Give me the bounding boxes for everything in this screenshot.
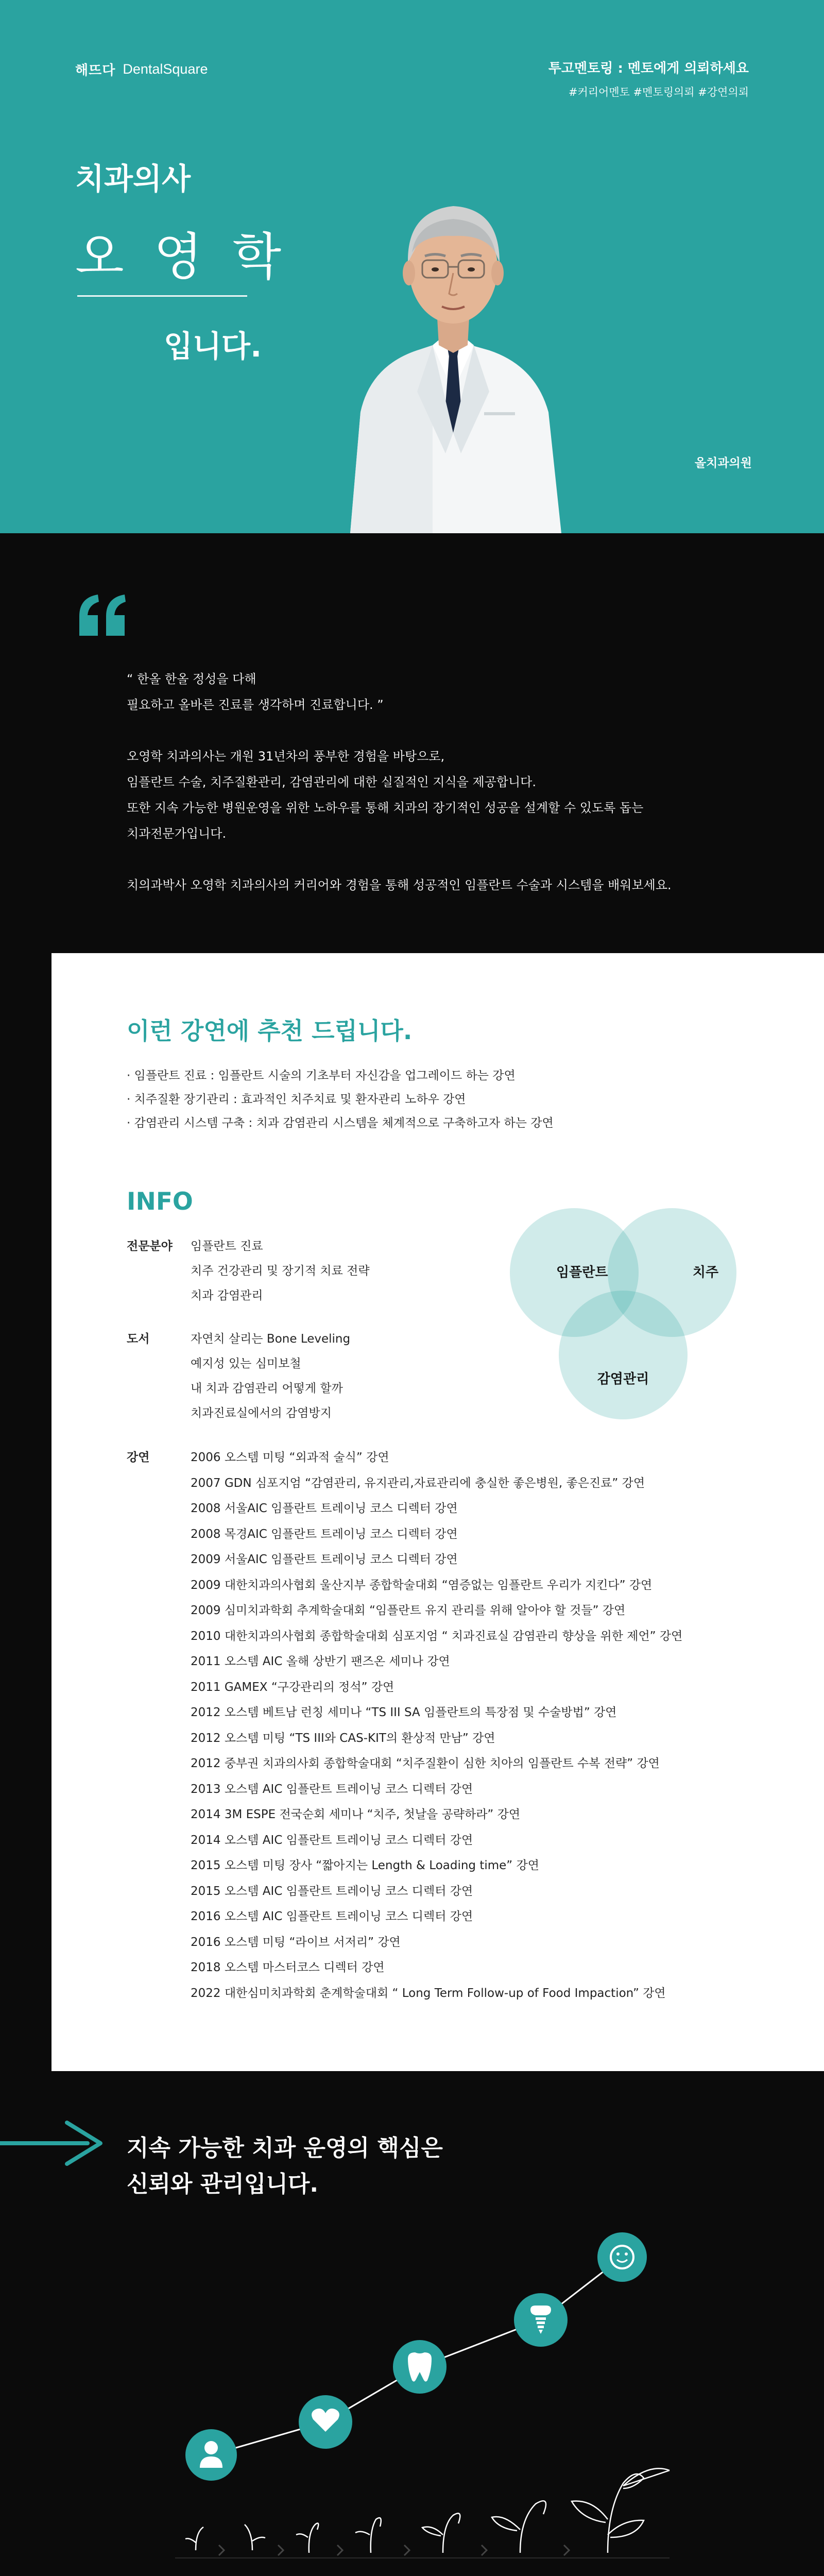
list-item: · 치주질환 장기관리 : 효과적인 치주치료 및 환자관리 노하우 강연 xyxy=(127,1088,554,1111)
venn-diagram xyxy=(500,1200,767,1437)
quote-paragraph: 치의과박사 오영학 치과의사의 커리어와 경험을 통해 성공적인 임플란트 수술과 시스템을 배워보세요. xyxy=(127,878,672,892)
logo-text: DentalSquare xyxy=(123,61,208,77)
list-item: · 감염관리 시스템 구축 : 치과 감염관리 시스템을 체계적으로 구축하고자 하는 강연 xyxy=(127,1111,554,1135)
mentoring-cta-title[interactable]: 투고멘토링 : 멘토에게 의뢰하세요 xyxy=(548,61,749,76)
hero-subtitle: 치과의사 xyxy=(75,161,191,196)
lectures-block xyxy=(127,1445,682,2006)
list-item: 치과진료실에서의 감염방지 xyxy=(191,1406,332,1420)
specialty-block xyxy=(127,1234,370,1308)
quote-icon xyxy=(75,592,132,639)
list-item: 임플란트 진료 xyxy=(191,1240,263,1253)
logo[interactable] xyxy=(75,60,208,79)
quote-paragraph: 오영학 치과의사는 개원 31년차의 풍부한 경험을 바탕으로, 임플란트 수술, 치주질환관리, 감염관리에 대한 실질적인 지식을 제공합니다. 또한 지속 가능한 병원운영을 위한 노하우를 통해 치과의 장기적인 성공을 설계할 수 있도록 돕는 치과전문가입니다. xyxy=(127,749,644,841)
list-item: 2012 오스템 베트남 런칭 세미나 “TS III SA 임플란트의 특장점 및 수술방법” 강연 xyxy=(191,1706,617,1719)
arrow-icon xyxy=(0,2123,100,2164)
list-item: 2008 목경AIC 임플란트 트레이닝 코스 디렉터 강연 xyxy=(191,1527,458,1541)
info-title: INFO xyxy=(127,1188,193,1216)
list-item: 2015 오스템 AIC 임플란트 트레이닝 코스 디렉터 강연 xyxy=(191,1884,473,1898)
recommend-title: 이런 강연에 추천 드립니다. xyxy=(127,1017,413,1045)
list-item: 예지성 있는 심미보철 xyxy=(191,1357,301,1370)
list-item: 2009 서울AIC 임플란트 트레이닝 코스 디렉터 강연 xyxy=(191,1553,458,1566)
list-item: 내 치과 감염관리 어떻게 할까 xyxy=(191,1382,343,1395)
list-item: 2013 오스템 AIC 임플란트 트레이닝 코스 디렉터 강연 xyxy=(191,1782,473,1796)
books-block xyxy=(127,1327,350,1426)
list-item: 2016 오스템 미팅 “라이브 서저리” 강연 xyxy=(191,1935,401,1949)
list-item: 2011 오스템 AIC 올해 상반기 팬즈온 세미나 강연 xyxy=(191,1655,450,1668)
venn-label-infection: 감염관리 xyxy=(597,1371,649,1387)
growth-title-line: 지속 가능한 치과 운영의 핵심은 xyxy=(127,2135,443,2161)
books-label: 도서 xyxy=(127,1332,150,1346)
tooth-icon xyxy=(393,2340,447,2394)
list-item: 치주 건강관리 및 장기적 치료 전략 xyxy=(191,1264,370,1278)
list-item: 2009 대한치과의사협회 울산지부 종합학술대회 “염증없는 임플란트 우리가 지킨다” 강연 xyxy=(191,1578,653,1592)
hero-name: 오영학 xyxy=(75,228,312,286)
mentoring-cta[interactable] xyxy=(548,58,749,99)
clinic-name: 올치과의원 xyxy=(694,456,752,470)
hero-section xyxy=(0,0,824,533)
list-item: 2012 중부권 치과의사회 종합학술대회 “치주질환이 심한 치아의 임플란트 수복 전략” 강연 xyxy=(191,1757,660,1770)
list-item: 자연치 살리는 Bone Leveling xyxy=(191,1332,351,1346)
list-item: 2012 오스템 미팅 “TS III와 CAS-KIT의 환상적 만남” 강연 xyxy=(191,1731,495,1745)
list-item: 2018 오스템 마스터코스 디렉터 강연 xyxy=(191,1961,385,1974)
growth-title-line: 신뢰와 관리입니다. xyxy=(127,2171,319,2197)
hero-suffix: 입니다. xyxy=(164,329,262,364)
list-item: 2009 심미치과학회 추계학술대회 “임플란트 유지 관리를 위해 알아야 할 것들” 강연 xyxy=(191,1604,626,1617)
sprouts-icon xyxy=(185,2468,670,2553)
doctor-portrait xyxy=(330,124,577,533)
quote-paragraph: “ 한올 한올 정성을 다해 필요하고 올바른 진료를 생각하며 진료합니다. ” xyxy=(127,672,384,712)
venn-label-implant: 임플란트 xyxy=(556,1265,608,1280)
list-item: 2016 오스템 AIC 임플란트 트레이닝 코스 디렉터 강연 xyxy=(191,1910,473,1923)
list-item: 2007 GDN 심포지엄 “감염관리, 유지관리,자료관리에 충실한 좋은병원, 좋은진료” 강연 xyxy=(191,1476,645,1490)
list-item: 2022 대한심미치과학회 춘계학술대회 “ Long Term Follow-up of Food Impaction” 강연 xyxy=(191,1986,666,2000)
logo-mark: 해뜨다 xyxy=(75,63,116,78)
growth-title xyxy=(127,2130,443,2202)
venn-label-periodontal: 치주 xyxy=(692,1265,719,1280)
mentoring-cta-tags: #커리어멘토 #멘토링의뢰 #강연의뢰 xyxy=(568,86,749,98)
list-item: 2006 오스템 미팅 “외과적 술식” 강연 xyxy=(191,1451,389,1464)
list-item: 2015 오스템 미팅 장사 “짧아지는 Length & Loading time” 강연 xyxy=(191,1859,539,1872)
implant-icon xyxy=(514,2293,568,2347)
list-item: 2008 서울AIC 임플란트 트레이닝 코스 디렉터 강연 xyxy=(191,1502,458,1515)
quote-section xyxy=(0,533,824,953)
quote-body xyxy=(127,666,734,924)
smile-icon xyxy=(597,2232,647,2282)
list-item: 2010 대한치과의사협회 종합학술대회 심포지엄 “ 치과진료실 감염관리 향상을 위한 제언” 강연 xyxy=(191,1629,683,1643)
growth-section xyxy=(0,2071,824,2576)
heart-hand-icon xyxy=(299,2395,352,2449)
info-card xyxy=(52,953,824,2071)
hero-divider xyxy=(77,295,247,297)
recommend-list xyxy=(127,1064,554,1135)
list-item: 치과 감염관리 xyxy=(191,1289,263,1302)
list-item: 2014 3M ESPE 전국순회 세미나 “치주, 첫날을 공략하라” 강연 xyxy=(191,1808,521,1821)
list-item: · 임플란트 진료 : 임플란트 시술의 기초부터 자신감을 업그레이드 하는 강연 xyxy=(127,1064,554,1088)
person-icon xyxy=(185,2429,237,2481)
specialty-label: 전문분야 xyxy=(127,1240,173,1253)
venn-circle-infection xyxy=(559,1291,688,1419)
lectures-label: 강연 xyxy=(127,1451,150,1464)
list-item: 2014 오스템 AIC 임플란트 트레이닝 코스 디렉터 강연 xyxy=(191,1833,473,1847)
list-item: 2011 GAMEX “구강관리의 정석” 강연 xyxy=(191,1680,394,1694)
